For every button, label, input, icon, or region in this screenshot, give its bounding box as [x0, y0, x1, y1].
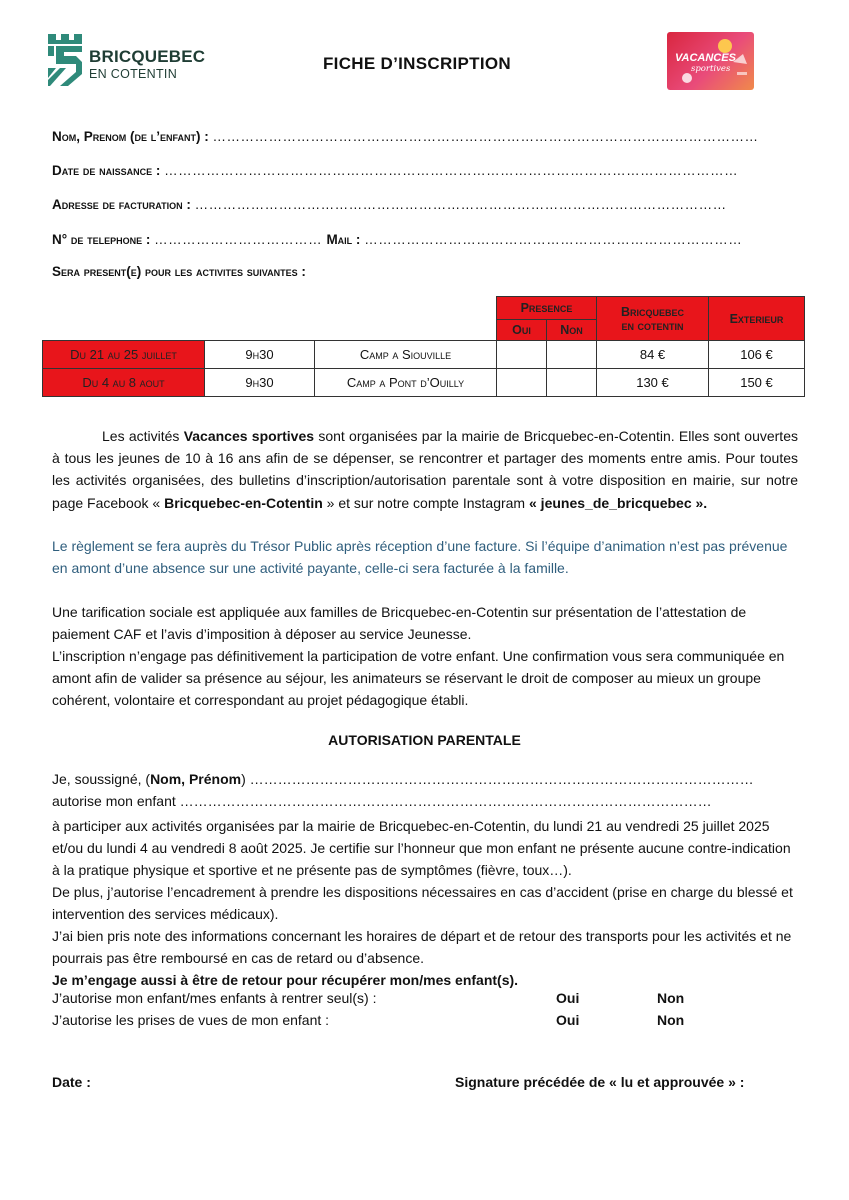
- social-pricing-paragraph: Une tarification sociale est appliquée aux familles de Bricquebec-en-Cotentin sur présentation de l’attestation de paiement CAF et l’avis d’imposition à déposer au service Jeunesse.: [52, 604, 747, 643]
- presence-non-cell[interactable]: [547, 369, 597, 397]
- facebook-page-name: Bricquebec-en-Cotentin: [164, 494, 323, 511]
- row-bricquebec-price: 130 €: [597, 369, 709, 397]
- presence-oui-cell[interactable]: [497, 369, 547, 397]
- exterieur-header: Exterieur: [709, 297, 805, 341]
- transport-paragraph: J’ai bien pris note des informations concernant les horaires de départ et de retour des transports pour les activités et ne pourrais pas être remboursé en cas de retard ou d’absence.: [52, 928, 792, 967]
- child-authorize-field[interactable]: autorise mon enfant ……………………………………………………………………………………………………: [52, 793, 712, 809]
- signature-label: Signature précédée de « lu et approuvée » :: [455, 1074, 745, 1090]
- billing-address-field[interactable]: Adresse de facturation : ……………………………………………………………………………………………………: [52, 197, 727, 212]
- child-name-field[interactable]: Nom, Prenom (de l’enfant) : ………………………………………………………………………………………………………: [52, 129, 759, 144]
- bricquebec-header-line1: Bricquebec: [620, 304, 685, 319]
- presence-oui-cell[interactable]: [497, 341, 547, 369]
- info-text: » et sur notre compte Instagram: [322, 494, 529, 511]
- table-row: [43, 341, 805, 369]
- bricquebec-logo-icon: [46, 34, 84, 86]
- authorize-child-label: autorise mon enfant: [52, 793, 176, 809]
- return-alone-oui[interactable]: Oui: [556, 990, 580, 1006]
- bricquebec-header-line2: en cotentin: [621, 318, 684, 333]
- info-bold-activity: Vacances sportives: [183, 428, 315, 444]
- row-camp: Camp a Pont d’Ouilly: [315, 369, 497, 397]
- presence-non-cell[interactable]: [547, 341, 597, 369]
- row-dates: Du 4 au 8 aout: [43, 369, 205, 397]
- logo-name: BRICQUEBEC: [89, 47, 206, 66]
- info-text: sont organisées par la mairie de Bricquebec-en-Cotentin. Elles sont ouvertes à tous les jeunes de 10 à 16 ans afin de se dépenser, se rencontrer et partager des moments entre amis. Pour toutes les activités organisées, des bulletins d’inscription/autorisation parentale sont à votre disposition en mairie, sur notre page Facebook «: [52, 428, 798, 511]
- badge-title: VACANCES: [675, 52, 736, 64]
- row-camp: Camp a Siouville: [315, 341, 497, 369]
- table-row: [43, 369, 805, 397]
- authorization-title: AUTORISATION PARENTALE: [328, 732, 521, 748]
- date-label: Date :: [52, 1074, 91, 1090]
- signer-label-bold: Nom, Prénom: [150, 771, 242, 787]
- activities-label: Sera present(e) pour les activites suivantes :: [52, 264, 306, 279]
- row-exterieur-price: 150 €: [709, 369, 805, 397]
- activities-table: [42, 296, 805, 397]
- non-header: Non: [547, 320, 597, 341]
- mail-label: Mail :: [326, 232, 361, 247]
- birth-date-label: Date de naissance :: [52, 163, 161, 178]
- accident-paragraph: De plus, j’autorise l’encadrement à prendre les dispositions nécessaires en cas d’accident (prise en charge du blessé et intervention des services médicaux).: [52, 884, 793, 923]
- row-time: 9h30: [205, 341, 315, 369]
- engagement-text: Je m’engage aussi à être de retour pour récupérer mon/mes enfant(s).: [52, 972, 519, 988]
- row-time: 9h30: [205, 369, 315, 397]
- photo-consent-question: J’autorise les prises de vues de mon enfant :: [52, 1012, 330, 1028]
- billing-address-label: Adresse de facturation :: [52, 197, 191, 212]
- return-alone-question: J’autorise mon enfant/mes enfants à rentrer seul(s) :: [52, 990, 377, 1006]
- info-text: Les activités: [102, 428, 184, 444]
- presence-header: Presence: [497, 297, 597, 320]
- row-bricquebec-price: 84 €: [597, 341, 709, 369]
- photo-consent-oui[interactable]: Oui: [556, 1012, 580, 1028]
- birth-date-field[interactable]: Date de naissance : ……………………………………………………………………………………………………………: [52, 163, 739, 178]
- instagram-account-name: « jeunes_de_bricquebec ».: [529, 494, 708, 511]
- confirmation-paragraph: L’inscription n’engage pas définitivement la participation de votre enfant. Une confirmation vous sera communiquée en amont afin de valider sa présence au séjour, les animateurs se réservant le droit de composer au mieux un groupe cohérent, volontaire et correspondant au projet pédagogique établi.: [52, 648, 785, 709]
- phone-mail-field[interactable]: N° de telephone : ……………………………… Mail : ………………………………………………………………………: [52, 232, 743, 247]
- signer-label: Je, soussigné, (: [52, 771, 151, 787]
- return-alone-non[interactable]: Non: [657, 990, 685, 1006]
- document-title: FICHE D’INSCRIPTION: [323, 54, 511, 73]
- vacances-sportives-badge: [667, 32, 754, 90]
- bricquebec-header: [597, 297, 709, 341]
- row-exterieur-price: 106 €: [709, 341, 805, 369]
- signer-label: ): [241, 771, 246, 787]
- payment-paragraph: Le règlement se fera auprès du Trésor Public après réception d’une facture. Si l’équipe d’animation n’est pas prévenue en amont d’une absence sur une activité payante, celle-ci sera facturée à la famille.: [52, 538, 788, 577]
- badge-subtitle: sportives: [691, 64, 731, 74]
- info-paragraph: [52, 425, 798, 514]
- logo-subtitle: EN COTENTIN: [89, 67, 178, 81]
- photo-consent-non[interactable]: Non: [657, 1012, 685, 1028]
- signer-name-field[interactable]: Je, soussigné, (Nom, Prénom) ………………………………………………………………………………………………: [52, 771, 754, 787]
- row-dates: Du 21 au 25 juillet: [43, 341, 205, 369]
- oui-header: Oui: [497, 320, 547, 341]
- child-name-label: Nom, Prenom (de l’enfant) :: [52, 129, 209, 144]
- authorization-body: à participer aux activités organisées par la mairie de Bricquebec-en-Cotentin, du lundi 21 au vendredi 25 juillet 2025 et/ou du lundi 4 au vendredi 8 août 2025. Je certifie sur l’honneur que mon enfant ne présente aucune contre-indication à la pratique physique et sportive et ne présente pas de symptômes (fièvre, toux…).: [52, 818, 791, 879]
- phone-label: N° de telephone :: [52, 232, 151, 247]
